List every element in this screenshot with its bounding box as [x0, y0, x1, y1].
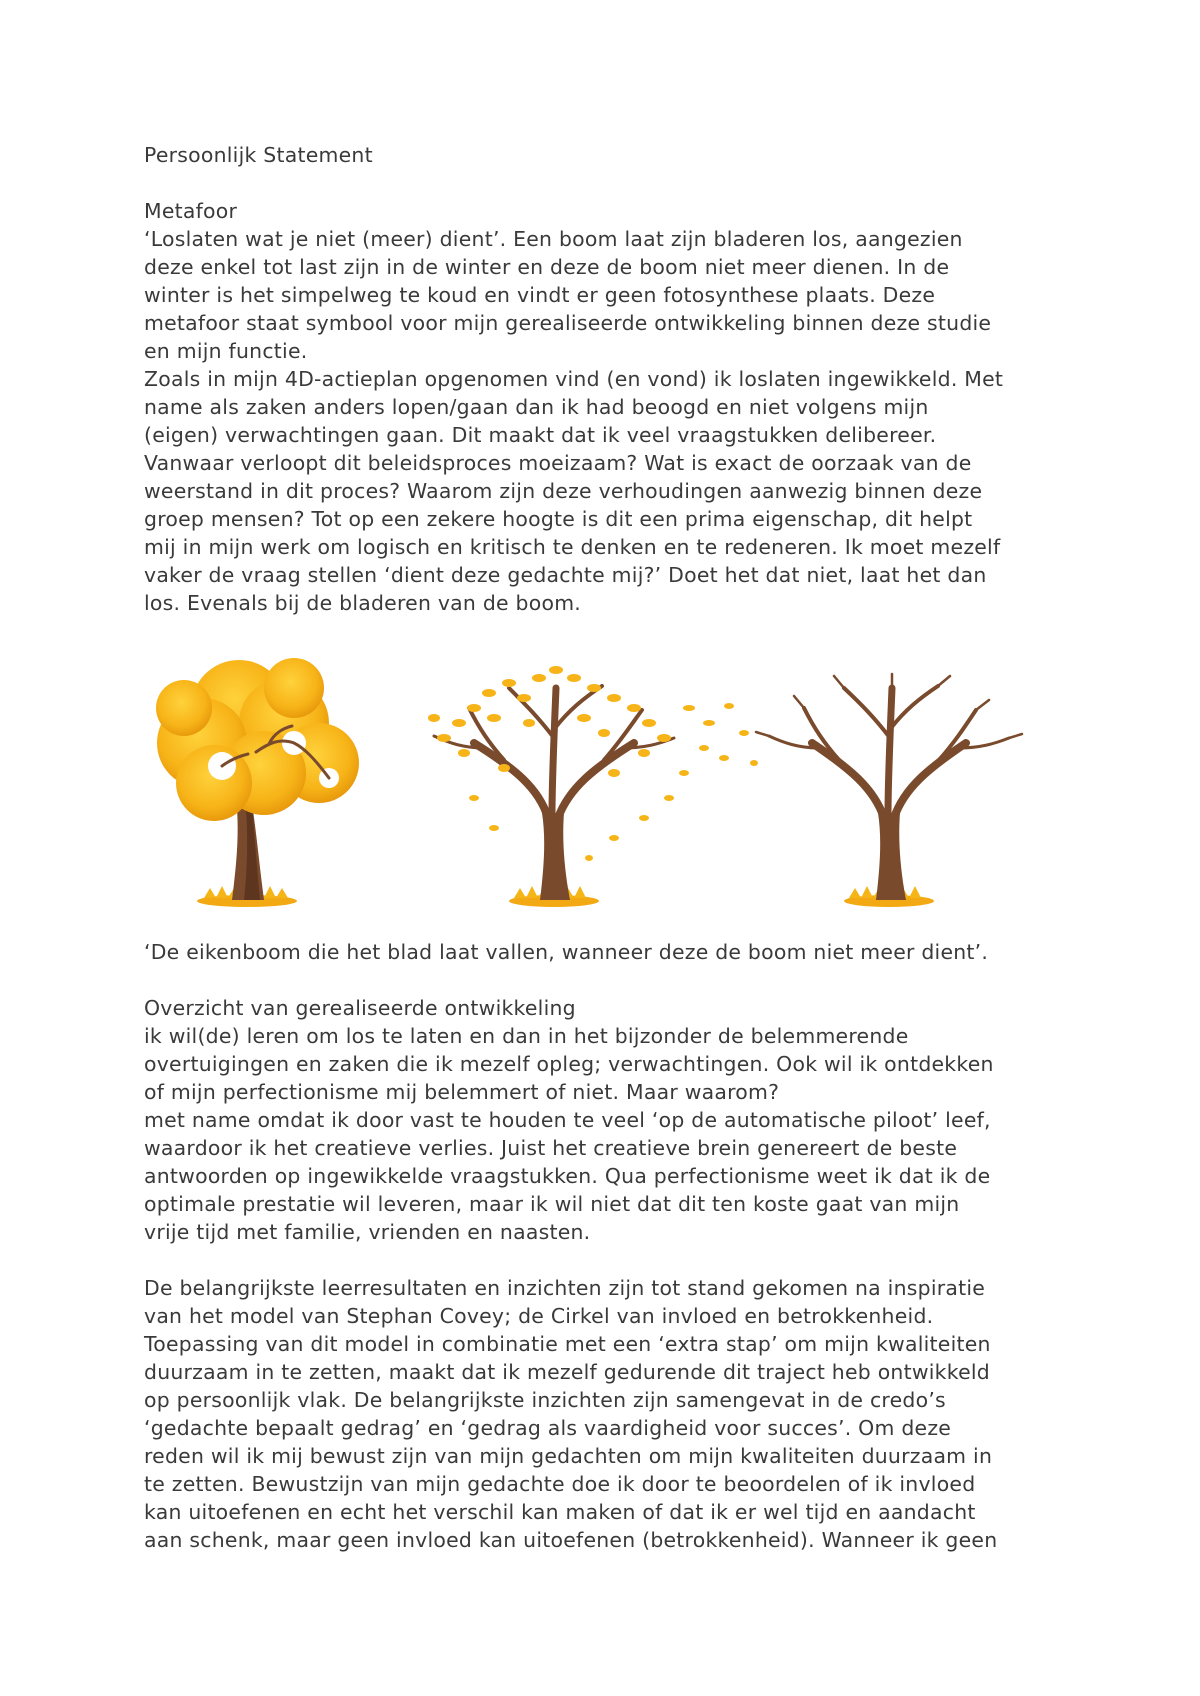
paragraph-line: name als zaken anders lopen/gaan dan ik had beoogd en niet volgens mijn: [144, 395, 929, 419]
paragraph-line: De belangrijkste leerresultaten en inzichten zijn tot stand gekomen na inspiratie: [144, 1276, 986, 1300]
image-caption-block: [144, 938, 1084, 966]
paragraph-line: met name omdat ik door vast te houden te veel ‘op de automatische piloot’ leef,: [144, 1108, 991, 1132]
paragraph-line: Zoals in mijn 4D-actieplan opgenomen vind (en vond) ik loslaten ingewikkeld. Met: [144, 367, 1004, 391]
paragraph-line: aan schenk, maar geen invloed kan uitoefenen (betrokkenheid). Wanneer ik geen: [144, 1528, 998, 1552]
bottom-text-block: [144, 994, 1084, 1246]
paragraph-line: vaker de vraag stellen ‘dient deze gedachte mij?’ Doet het dat niet, laat het dan: [144, 563, 987, 587]
paragraph-line: te zetten. Bewustzijn van mijn gedachte doe ik door te beoordelen of ik invloed: [144, 1472, 976, 1496]
paragraph-line: of mijn perfectionisme mij belemmert of niet. Maar waarom?: [144, 1080, 780, 1104]
section-heading-overzicht: Overzicht van gerealiseerde ontwikkeling: [144, 996, 576, 1020]
paragraph-line: weerstand in dit proces? Waarom zijn deze verhoudingen aanwezig binnen deze: [144, 479, 983, 503]
paragraph-line: van het model van Stephan Covey; de Cirkel van invloed en betrokkenheid.: [144, 1304, 934, 1328]
paragraph-line: en mijn functie.: [144, 339, 308, 363]
section3-text-block: [144, 1274, 1084, 1554]
document-title: Persoonlijk Statement: [144, 143, 373, 167]
section3-paragraph: [144, 1274, 1084, 1554]
tree-losing-leaves: [428, 666, 758, 907]
paragraph-line: reden wil ik mij bewust zijn van mijn gedachten om mijn kwaliteiten duurzaam in: [144, 1444, 993, 1468]
paragraph-line: overtuigingen en zaken die ik mezelf opleg; verwachtingen. Ook wil ik ontdekken: [144, 1052, 994, 1076]
paragraph-line: (eigen) verwachtingen gaan. Dit maakt dat ik veel vraagstukken delibereer.: [144, 423, 937, 447]
paragraph-line: groep mensen? Tot op een zekere hoogte is dit een prima eigenschap, dit helpt: [144, 507, 973, 531]
paragraph-line: antwoorden op ingewikkelde vraagstukken. Qua perfectionisme weet ik dat ik de: [144, 1164, 991, 1188]
paragraph-line: optimale prestatie wil leveren, maar ik wil niet dat dit ten koste gaat van mijn: [144, 1192, 960, 1216]
tree-bare: [756, 674, 1022, 907]
paragraph-line: deze enkel tot last zijn in de winter en deze de boom niet meer dienen. In de: [144, 255, 950, 279]
tree-full-foliage: [156, 658, 359, 907]
paragraph-line: Vanwaar verloopt dit beleidsproces moeizaam? Wat is exact de oorzaak van de: [144, 451, 972, 475]
image-caption: ‘De eikenboom die het blad laat vallen, wanneer deze de boom niet meer dient’.: [144, 940, 989, 964]
paragraph-line: vrije tijd met familie, vrienden en naasten.: [144, 1220, 591, 1244]
paragraph-line: kan uitoefenen en echt het verschil kan maken of dat ik er wel tijd en aandacht: [144, 1500, 976, 1524]
paragraph-line: op persoonlijk vlak. De belangrijkste inzichten zijn samengevat in de credo’s: [144, 1388, 946, 1412]
paragraph-line: los. Evenals bij de bladeren van de boom.: [144, 591, 582, 615]
tree-illustration: [144, 648, 1056, 918]
paragraph-line: ‘Loslaten wat je niet (meer) dient’. Een boom laat zijn bladeren los, aangezien: [144, 227, 963, 251]
paragraph-line: duurzaam in te zetten, maakt dat ik mezelf gedurende dit traject heb ontwikkeld: [144, 1360, 990, 1384]
paragraph-line: metafoor staat symbool voor mijn gerealiseerde ontwikkeling binnen deze studie: [144, 311, 992, 335]
section-heading-metafoor: Metafoor: [144, 199, 238, 223]
paragraph-line: waardoor ik het creatieve verlies. Juist het creatieve brein genereert de beste: [144, 1136, 958, 1160]
paragraph-line: ‘gedachte bepaalt gedrag’ en ‘gedrag als vaardigheid voor succes’. Om deze: [144, 1416, 952, 1440]
section1-paragraph: [144, 225, 1084, 617]
paragraph-line: ik wil(de) leren om los te laten en dan in het bijzonder de belemmerende: [144, 1024, 909, 1048]
paragraph-line: Toepassing van dit model in combinatie met een ‘extra stap’ om mijn kwaliteiten: [144, 1332, 991, 1356]
paragraph-line: winter is het simpelweg te koud en vindt er geen fotosynthese plaats. Deze: [144, 283, 936, 307]
top-text-block: [144, 141, 1084, 617]
paragraph-line: mij in mijn werk om logisch en kritisch te denken en te redeneren. Ik moet mezelf: [144, 535, 1001, 559]
section2-paragraph: [144, 1022, 1084, 1246]
